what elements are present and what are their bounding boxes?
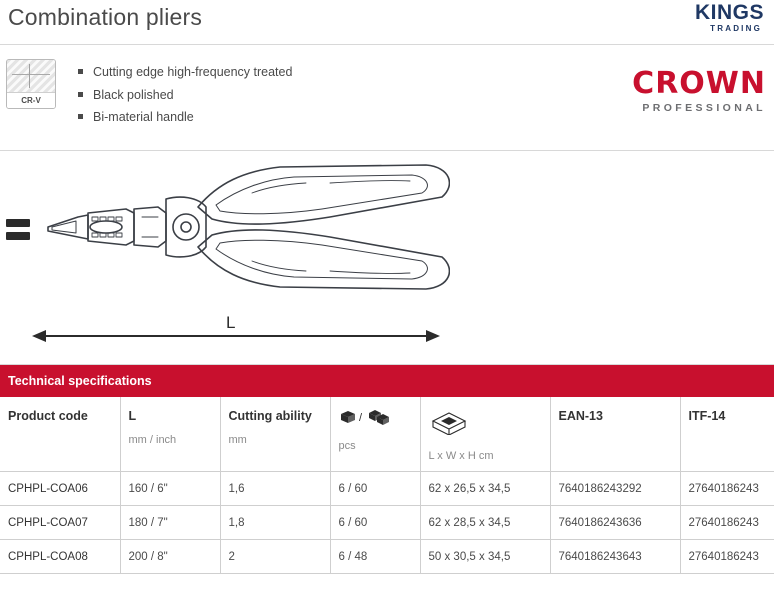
cell-length: 180 / 7": [120, 506, 220, 540]
cell-dimensions: 62 x 26,5 x 34,5: [420, 472, 550, 506]
cell-ean: 7640186243636: [550, 506, 680, 540]
table-body: [0, 472, 774, 574]
square-bullet-icon: [78, 114, 83, 119]
table-row: [0, 472, 774, 506]
crown-professional-logo: [632, 66, 766, 114]
page-header: [0, 0, 774, 45]
list-item: [78, 106, 292, 129]
table-row: [0, 506, 774, 540]
cell-ean: 7640186243643: [550, 540, 680, 574]
feature-text: Bi-material handle: [93, 110, 194, 124]
column-length: L mm / inch: [120, 397, 220, 472]
cell-cutting-ability: 1,8: [220, 506, 330, 540]
cell-cutting-ability: 2: [220, 540, 330, 574]
square-bullet-icon: [78, 92, 83, 97]
features-block: [0, 45, 774, 151]
cell-pcs: 6 / 60: [330, 506, 420, 540]
cell-length: 200 / 8": [120, 540, 220, 574]
kings-logo-sub: TRADING: [710, 24, 762, 33]
length-dimension-arrow: [32, 321, 440, 351]
product-illustration-area: [0, 151, 774, 365]
list-item: [78, 84, 292, 107]
feature-text: Black polished: [93, 87, 174, 102]
technical-specifications-band: Technical specifications: [0, 365, 774, 397]
kings-trading-logo: [695, 2, 764, 33]
specifications-table: [0, 397, 774, 574]
equals-bars-icon: [6, 219, 30, 245]
svg-text:/: /: [358, 412, 362, 424]
length-label: L: [226, 313, 236, 332]
cell-pcs: 6 / 48: [330, 540, 420, 574]
cr-v-badge-label: CR-V: [7, 92, 55, 108]
cell-itf: 27640186243: [680, 506, 774, 540]
cell-length: 160 / 6": [120, 472, 220, 506]
combination-pliers-illustration: [30, 155, 450, 315]
column-carton-dimensions: L x W x H cm: [420, 397, 550, 472]
cell-itf: 27640186243: [680, 472, 774, 506]
crown-logo-main: CROWN: [632, 66, 766, 101]
cell-product-code: CPHPL-COA06: [0, 472, 120, 506]
cell-itf: 27640186243: [680, 540, 774, 574]
kings-logo-main: KINGS: [694, 1, 764, 24]
table-row: [0, 540, 774, 574]
column-packing-pcs: / pcs: [330, 397, 420, 472]
page-title: Combination pliers: [8, 4, 203, 30]
cr-v-texture-icon: [7, 60, 55, 93]
cell-cutting-ability: 1,6: [220, 472, 330, 506]
box-boxes-icon: [339, 409, 393, 430]
column-ean-13: EAN-13: [550, 397, 680, 472]
cell-dimensions: 50 x 30,5 x 34,5: [420, 540, 550, 574]
column-product-code: Product code: [0, 397, 120, 472]
crown-logo-sub: PROFESSIONAL: [642, 102, 766, 114]
feature-list: [78, 61, 292, 129]
column-cutting-ability: Cutting ability mm: [220, 397, 330, 472]
feature-text: Cutting edge high-frequency treated: [93, 65, 293, 79]
cr-v-material-badge: [6, 59, 56, 109]
cell-product-code: CPHPL-COA08: [0, 540, 120, 574]
square-bullet-icon: [78, 69, 83, 74]
carton-dimensions-icon: [429, 409, 469, 440]
cell-product-code: CPHPL-COA07: [0, 506, 120, 540]
cell-dimensions: 62 x 28,5 x 34,5: [420, 506, 550, 540]
cell-pcs: 6 / 60: [330, 472, 420, 506]
column-itf-14: ITF-14: [680, 397, 774, 472]
cell-ean: 7640186243292: [550, 472, 680, 506]
table-header-row: [0, 397, 774, 472]
list-item: [78, 61, 292, 84]
